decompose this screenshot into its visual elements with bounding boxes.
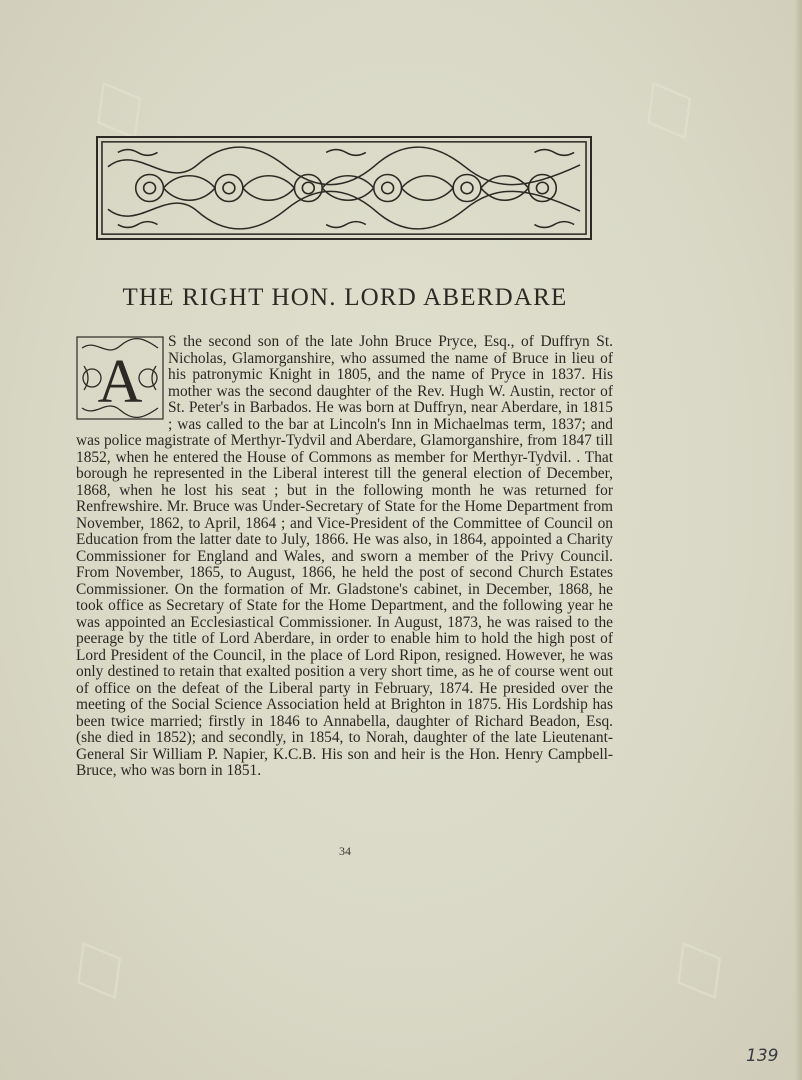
body-paragraph: S the second son of the late John Bruce Pryce, Esq., of Duffryn St. Nicholas, Glamorganshire, who assumed the name of Bruce in lieu of his patronymic Knight in 1805, and the name of Pryce in 1837. His mother was the second daughter of the Rev. Hugh W. Austin, rector of St. Peter's in Barbados. He was born at Duffryn, near Aberdare, in 1815 ; was called to the bar at Lincoln's Inn in Michaelmas term, 1837; and was police magistrate of Merthyr-Tydvil and Aberdare, Glamorganshire, from 1847 till 1852, when he entered the House of Commons as member for Merthyr-Tydvil. . That borough he represented in the Liberal interest till the general election of December, 1868, when he lost his seat ; but in the following month he was returned for Renfrewshire. Mr. Bruce was Under-Secretary of State for the Home Department from November, 1862, to April, 1864 ; and Vice-President of the Committee of Council on Education from the latter date to July, 1866. He was also, in 1864, appointed a Charity Commissioner for England and Wales, and sworn a member of the Privy Council. From November, 1865, to August, 1866, he held the post of second Church Estates Commissioner. On the formation of Mr. Gladstone's cabinet, in December, 1868, he took office as Secretary of State for the Home Department, and the following year he was appointed an Ecclesiastical Commissioner. In August, 1873, he was raised to the peerage by the title of Lord Aberdare, in order to enable him to hold the high post of Lord President of the Council, in the place of Lord Ripon, resigned. However, he was only destined to retain that exalted position a very short time, as he of course went out of office on the defeat of the Liberal party in February, 1874. He presided over the meeting of the Social Science Association held at Brighton in 1875. His Lordship has been twice married; firstly in 1846 to Annabella, daughter of Richard Beadon, Esq. (she died in 1852); and secondly, in 1854, to Norah, daughter of the late Lieutenant-General Sir William P. Napier, K.C.B. His son and heir is the Hon. Henry Campbell-Bruce, who was born in 1851. bbox=[76, 333, 613, 779]
watermark-icon: ♢ bbox=[59, 46, 182, 179]
drop-cap-ornament-icon bbox=[76, 336, 164, 420]
page-title: THE RIGHT HON. LORD ABERDARE bbox=[122, 284, 568, 311]
ornamental-headpiece-icon bbox=[96, 136, 592, 240]
article-body bbox=[76, 334, 613, 780]
handwritten-folio-number: 139 bbox=[746, 1046, 779, 1066]
watermark-icon: ♢ bbox=[639, 906, 762, 1039]
watermark-icon: ♢ bbox=[39, 906, 162, 1039]
page-edge bbox=[794, 0, 802, 1080]
page-number: 34 bbox=[339, 844, 351, 858]
watermark-icon: ♢ bbox=[609, 46, 732, 179]
drop-cap-letter: A bbox=[97, 348, 143, 416]
